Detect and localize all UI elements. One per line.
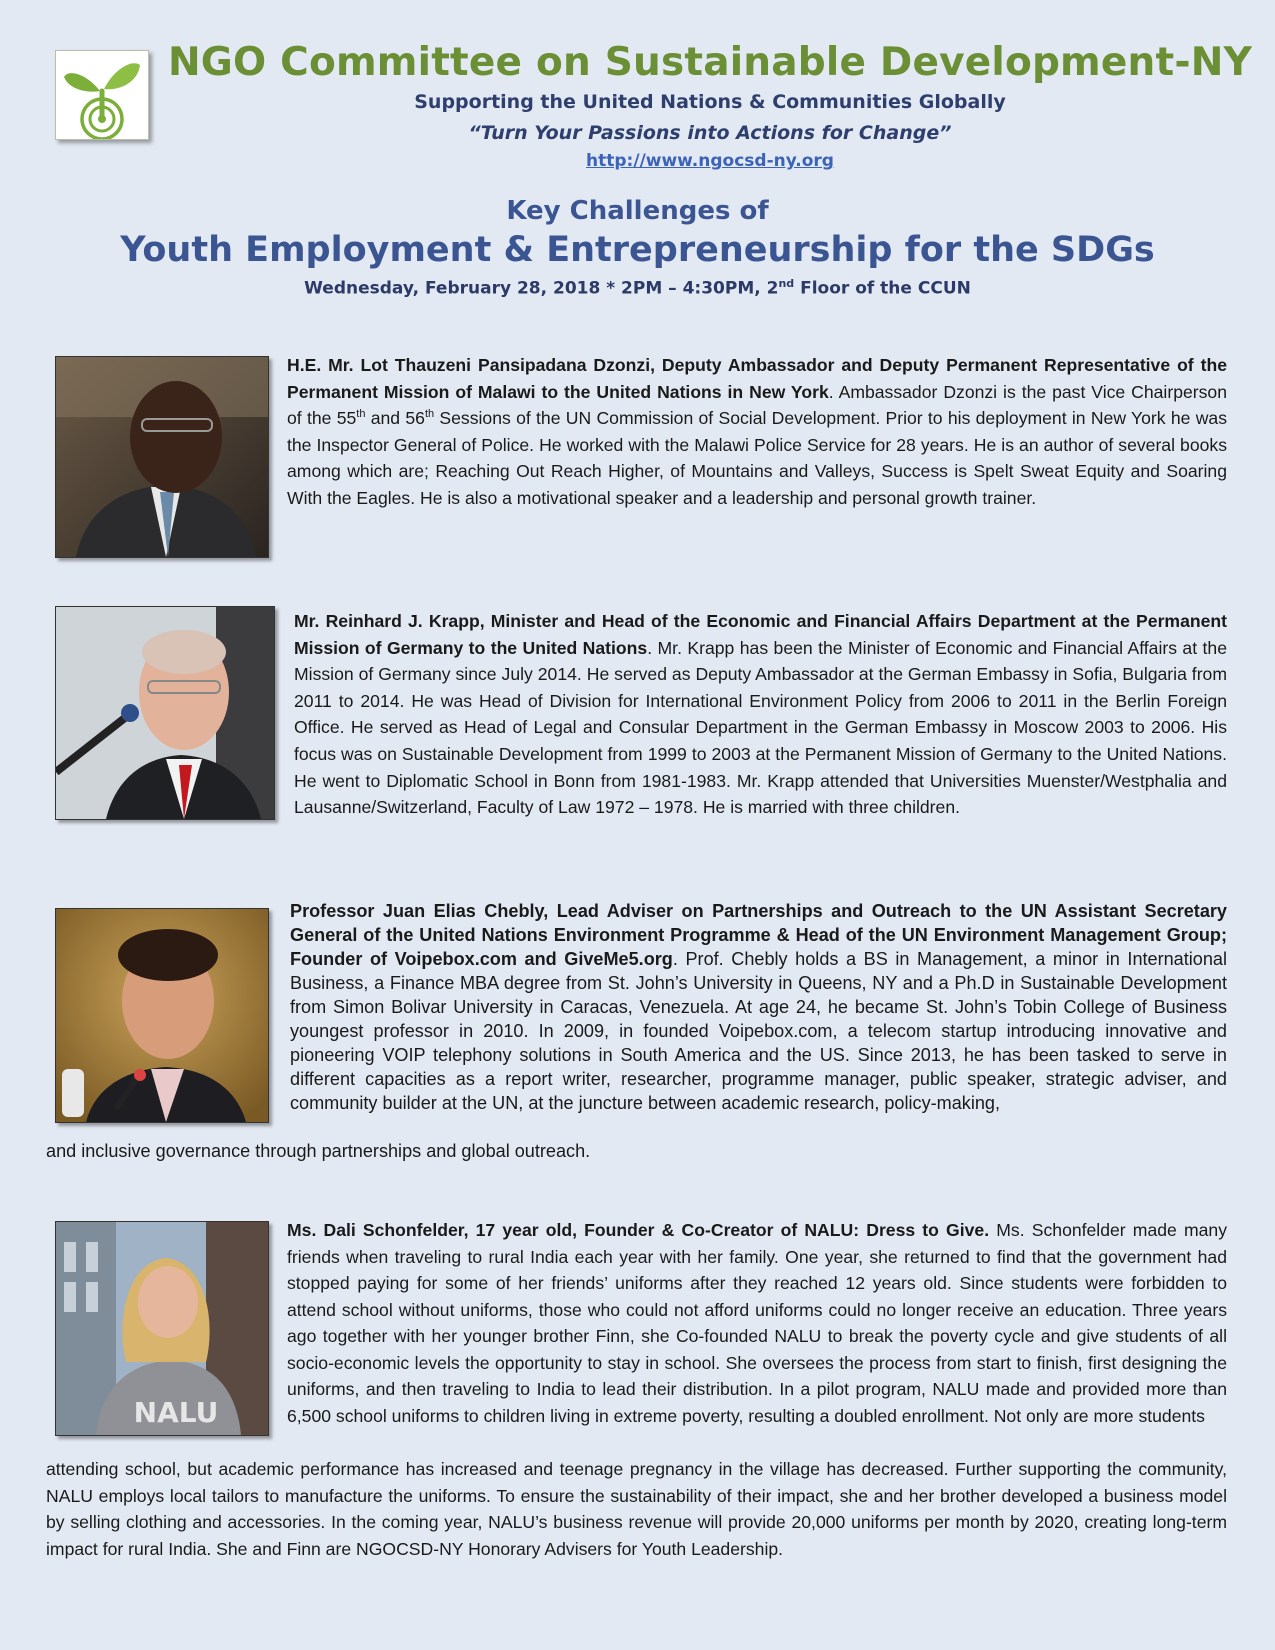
event-date-sup: nd <box>778 277 795 290</box>
speaker-name-3: Professor Juan Elias Chebly, Lead Adviser on Partnerships and Outreach to the UN Assistant Secretary General of the United Nations Environment Programme & Head of the UN Environment Management Group; Founder of Voipebox.com and GiveMe5.org <box>290 901 1227 969</box>
bio-text: Sessions of the UN Commission of Social Development. Prior to his deployment in New York he was the Inspector General of Police. He worked with the Malawi Police Service for 28 years. He is an author of several books among which are; Reaching Out Reach Higher, of Mountains and Valleys, Success is Spelt Sweat Equity and Soaring With the Eagles. He is also a motivational speaker and a leadership and personal growth trainer. <box>287 408 1227 508</box>
bio-text: . Mr. Krapp has been the Minister of Economic and Financial Affairs at the Mission of Germany since July 2014. He served as Deputy Ambassador at the German Embassy in Sofia, Bulgaria from 2011 to 2014. He was Head of Division for International Environment Policy from 2006 to 2011 in the Berlin Foreign Office. He served as Head of Legal and Consular Department in the German Embassy in Moscow 2003 to 2006. His focus was on Sustainable Development from 1999 to 2003 at the Permanent Mission of Germany to the United Nations. He went to Diplomatic School in Bonn from 1981-1983. Mr. Krapp attended that Universities Muenster/Westphalia and Lausanne/Switzerland, Faculty of Law 1972 – 1978. He is married with three children. <box>294 637 1227 818</box>
bio-text: . Prof. Chebly holds a BS in Management, a minor in International Business, a Finance MBA degree from St. John’s University in Queens, NY and a Ph.D in Sustainable Development from Simon Bolivar University in Caracas, Venezuela. At age 24, he became St. John’s Tobin College of Business youngest professor in 2010. In 2009, in founded Voipebox.com, a telecom startup introducing innovative and pioneering VOIP telephony solutions in South America and the US. Since 2013, he has been tasked to serve in different capacities as a report writer, researcher, programme manager, public speaker, strategic adviser, and community builder at the UN, at the juncture between academic research, policy-making, <box>290 949 1228 1113</box>
bio-sup: th <box>424 408 435 421</box>
event-date-main: Wednesday, February 28, 2018 * 2PM – 4:30PM, 2 <box>304 278 779 299</box>
org-tagline: Supporting the United Nations & Communities Globally <box>414 91 1006 113</box>
org-title: NGO Committee on Sustainable Development-NY <box>167 40 1253 85</box>
shirt-text: NALU <box>133 1396 219 1429</box>
speaker-portrait-icon <box>56 1222 268 1435</box>
bio-text: Ms. Schonfelder made many friends when traveling to rural India each year with her family. One year, she returned to find that the government had stopped paying for some of her friends’ uniforms after they reached 12 years old. Since students were forbidden to attend school without uniforms, those who could not afford uniforms could no longer receive an education. Three years ago together with her younger brother Finn, she Co-founded NALU to break the poverty cycle and give students of all socio-economic levels the opportunity to stay in school. She oversees the process from start to finish, first designing the uniforms, and then traveling to India to lead their distribution. In a pilot program, NALU made and provided more than 6,500 school uniforms to children living in extreme poverty, resulting a doubled enrollment. Not only are more students <box>287 1220 1227 1426</box>
speaker-photo-2 <box>55 606 275 820</box>
speaker-name-2: Mr. Reinhard J. Krapp, Minister and Head of the Economic and Financial Affairs Department at the Permanent Mission of Germany to the United Nations <box>294 611 1227 658</box>
speaker-bio-2 <box>294 608 1227 821</box>
bio-sup: th <box>356 408 366 421</box>
speaker-portrait-icon <box>56 607 274 819</box>
speaker-photo-3 <box>55 908 269 1123</box>
speaker-bio-3-continued: and inclusive governance through partnerships and global outreach. <box>46 1141 591 1161</box>
speaker-portrait-icon <box>56 909 268 1122</box>
bio-text: . Ambassador Dzonzi is the past Vice Chairperson of the 55 <box>287 381 1227 429</box>
speaker-name-1: H.E. Mr. Lot Thauzeni Pansipadana Dzonzi, Deputy Ambassador and Deputy Permanent Representative of the Permanent Mission of Malawi to the United Nations in New York <box>287 355 1227 402</box>
speaker-bio-1 <box>287 352 1227 512</box>
website-link[interactable]: http://www.ngocsd-ny.org <box>586 151 834 171</box>
event-title: Youth Employment & Entrepreneurship for the SDGs <box>120 230 1155 270</box>
sprout-leaves-icon <box>56 51 148 139</box>
speaker-bio-4 <box>287 1217 1227 1429</box>
speaker-portrait-icon <box>56 357 268 557</box>
speaker-bio-4-continued: attending school, but academic performance has increased and teenage pregnancy in the village has decreased. Further supporting the community, NALU employs local tailors to manufacture the uniforms. To ensure the sustainability of their impact, she and her brother developed a business model by selling clothing and accessories. In the coming year, NALU’s business revenue will provide 20,000 uniforms per month by 2020, creating long-term impact for rural India. She and Finn are NGOCSD-NY Honorary Advisers for Youth Leadership. <box>46 1459 1227 1559</box>
event-date <box>0 277 1275 299</box>
event-kicker: Key Challenges of <box>506 196 769 226</box>
speaker-name-4: Ms. Dali Schonfelder, 17 year old, Founder & Co-Creator of NALU: Dress to Give. <box>287 1220 990 1240</box>
org-motto: “Turn Your Passions into Actions for Change” <box>468 122 952 144</box>
speaker-photo-1 <box>55 356 269 558</box>
event-date-tail: Floor of the CCUN <box>794 278 971 299</box>
bio-text: and 56 <box>365 408 425 429</box>
logo <box>55 50 149 140</box>
speaker-bio-3 <box>290 899 1227 1115</box>
speaker-photo-4 <box>55 1221 269 1436</box>
